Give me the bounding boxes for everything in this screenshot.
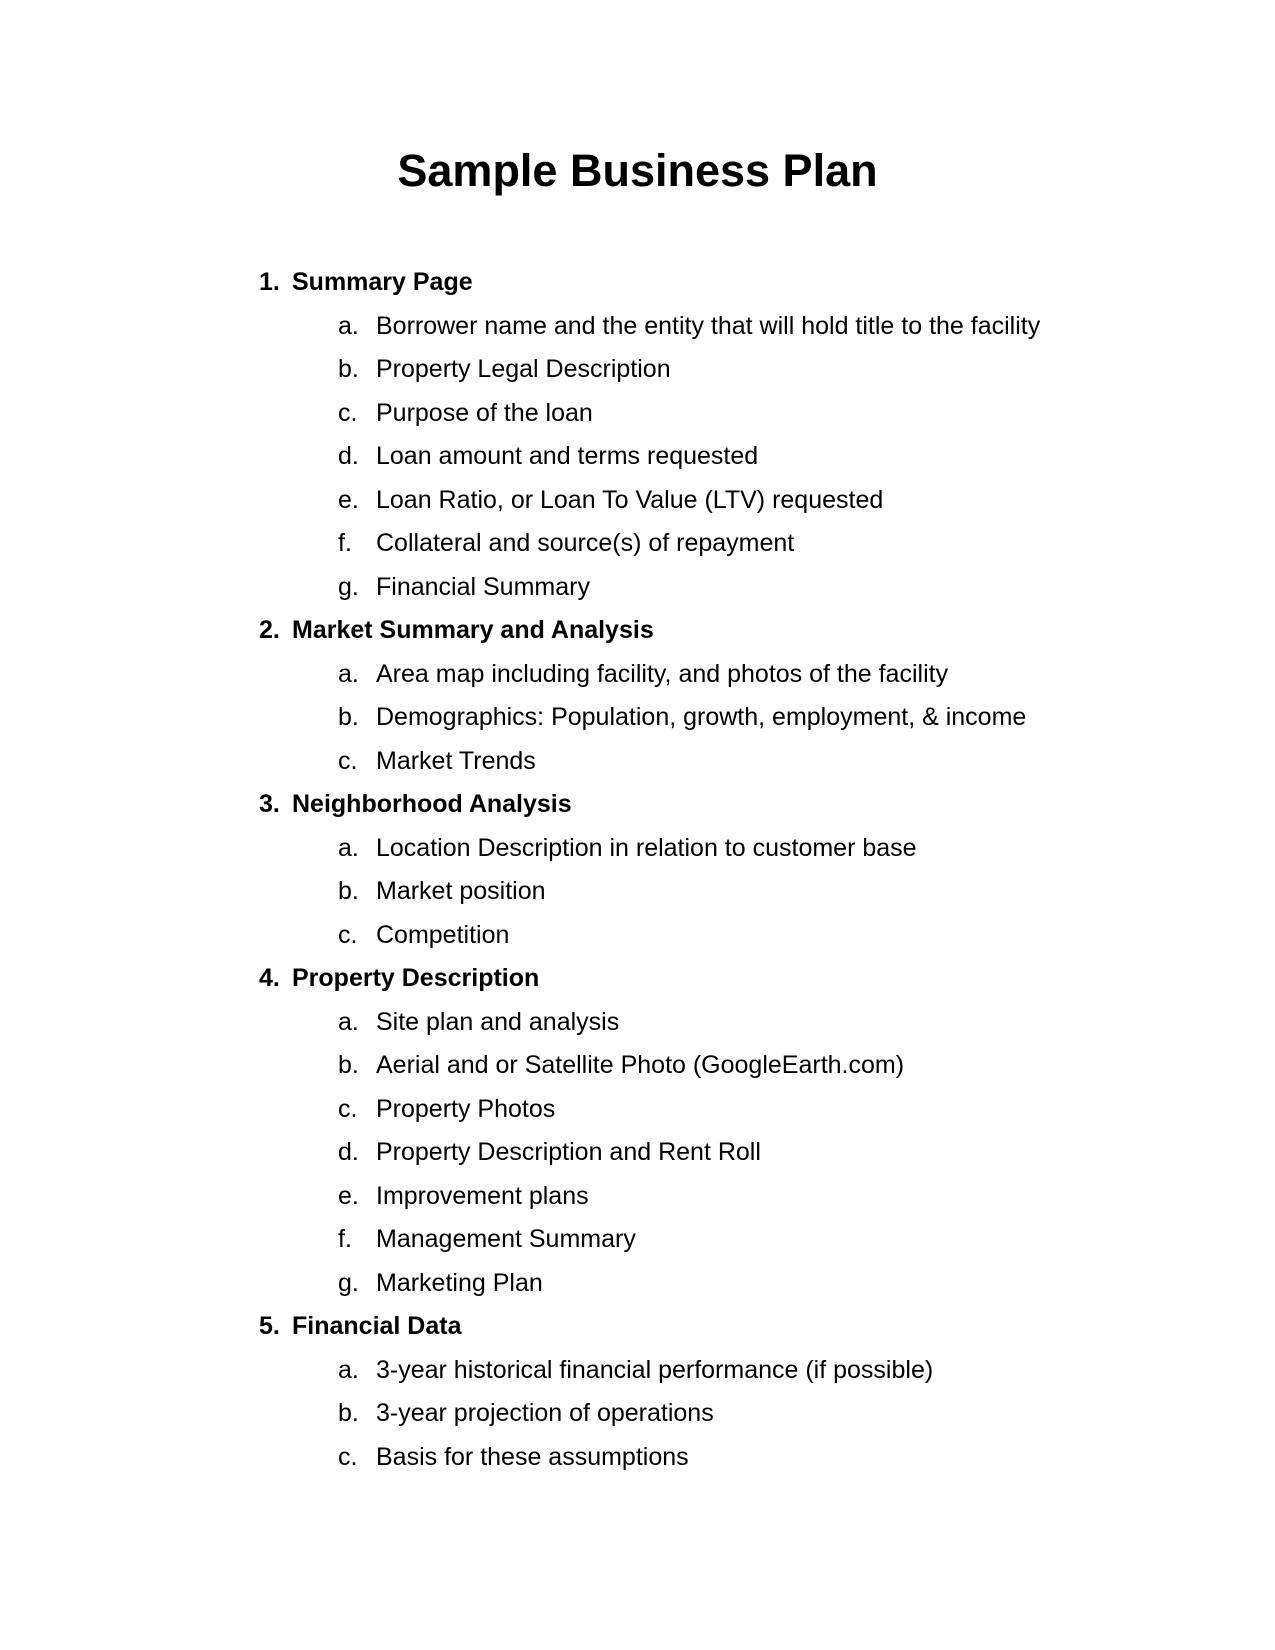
item-text: Basis for these assumptions	[376, 1442, 689, 1471]
item-letter: g.	[338, 1268, 359, 1297]
section-heading-text: Financial Data	[292, 1312, 462, 1340]
section-number: 2.	[259, 616, 280, 644]
outline-item	[0, 305, 1275, 349]
item-letter: a.	[338, 311, 359, 340]
outline-item	[0, 827, 1275, 871]
item-text: Market position	[376, 877, 546, 905]
item-letter: c.	[338, 1094, 358, 1123]
outline-item	[0, 696, 1275, 740]
section-heading-text: Summary Page	[292, 268, 473, 296]
outline-item	[0, 435, 1275, 479]
outline-item	[0, 1349, 1275, 1393]
item-text: Property Photos	[376, 1094, 556, 1123]
item-letter: a.	[338, 833, 359, 862]
item-text: Site plan and analysis	[376, 1007, 620, 1036]
section-heading-text: Property Description	[292, 964, 540, 992]
section-heading-text: Neighborhood Analysis	[292, 790, 572, 818]
section-number: 3.	[259, 790, 280, 818]
section-heading	[0, 957, 1275, 1001]
outline-item	[0, 566, 1275, 610]
outline-item	[0, 1392, 1275, 1436]
section-heading-text: Market Summary and Analysis	[292, 616, 654, 644]
item-letter: a.	[338, 1355, 359, 1384]
outline-item	[0, 1175, 1275, 1219]
item-text: Loan Ratio, or Loan To Value (LTV) requested	[376, 485, 884, 514]
item-text: 3-year historical financial performance (if possible)	[376, 1355, 934, 1384]
item-letter: e.	[338, 485, 359, 514]
outline-item	[0, 1131, 1275, 1175]
section-number: 4.	[259, 964, 280, 992]
item-letter: a.	[338, 1007, 359, 1036]
item-text: 3-year projection of operations	[376, 1399, 714, 1427]
item-letter: b.	[338, 703, 359, 731]
outline-list	[0, 261, 1275, 1479]
item-letter: b.	[338, 877, 359, 905]
item-text: Management Summary	[376, 1225, 636, 1253]
item-letter: c.	[338, 920, 358, 949]
section-heading	[0, 783, 1275, 827]
outline-item	[0, 914, 1275, 958]
item-text: Marketing Plan	[376, 1268, 543, 1297]
item-letter: d.	[338, 442, 359, 470]
outline-item	[0, 1044, 1275, 1088]
item-text: Market Trends	[376, 746, 536, 775]
section-heading	[0, 261, 1275, 305]
outline-item	[0, 348, 1275, 392]
section-number: 1.	[259, 268, 280, 296]
document-title: Sample Business Plan	[397, 145, 878, 196]
outline-item	[0, 870, 1275, 914]
item-text: Property Description and Rent Roll	[376, 1138, 761, 1166]
outline-item	[0, 653, 1275, 697]
item-letter: e.	[338, 1181, 359, 1210]
item-letter: a.	[338, 659, 359, 688]
section-number: 5.	[259, 1312, 280, 1340]
outline-item	[0, 392, 1275, 436]
outline-item	[0, 479, 1275, 523]
item-text: Loan amount and terms requested	[376, 442, 759, 470]
item-text: Location Description in relation to customer base	[376, 833, 917, 862]
item-text: Financial Summary	[376, 572, 590, 601]
item-text: Borrower name and the entity that will hold title to the facility	[376, 311, 1041, 340]
item-letter: d.	[338, 1138, 359, 1166]
outline-item	[0, 740, 1275, 784]
item-letter: b.	[338, 1399, 359, 1427]
item-letter: b.	[338, 355, 359, 383]
outline-item	[0, 1001, 1275, 1045]
item-letter: b.	[338, 1051, 359, 1079]
item-text: Collateral and source(s) of repayment	[376, 529, 795, 557]
item-text: Property Legal Description	[376, 355, 671, 383]
section-heading	[0, 609, 1275, 653]
section-heading	[0, 1305, 1275, 1349]
item-text: Demographics: Population, growth, employment, & income	[376, 703, 1027, 731]
item-letter: c.	[338, 746, 358, 775]
item-letter: g.	[338, 572, 359, 601]
item-text: Improvement plans	[376, 1181, 589, 1210]
item-letter: f.	[338, 529, 352, 557]
item-letter: c.	[338, 398, 358, 427]
item-text: Competition	[376, 920, 510, 949]
outline-item	[0, 522, 1275, 566]
outline-item	[0, 1088, 1275, 1132]
outline-item	[0, 1218, 1275, 1262]
item-letter: c.	[338, 1442, 358, 1471]
item-text: Purpose of the loan	[376, 398, 593, 427]
item-text: Area map including facility, and photos of the facility	[376, 659, 949, 688]
outline-item	[0, 1262, 1275, 1306]
item-text: Aerial and or Satellite Photo (GoogleEarth.com)	[376, 1051, 905, 1079]
outline-item	[0, 1436, 1275, 1480]
item-letter: f.	[338, 1225, 352, 1253]
